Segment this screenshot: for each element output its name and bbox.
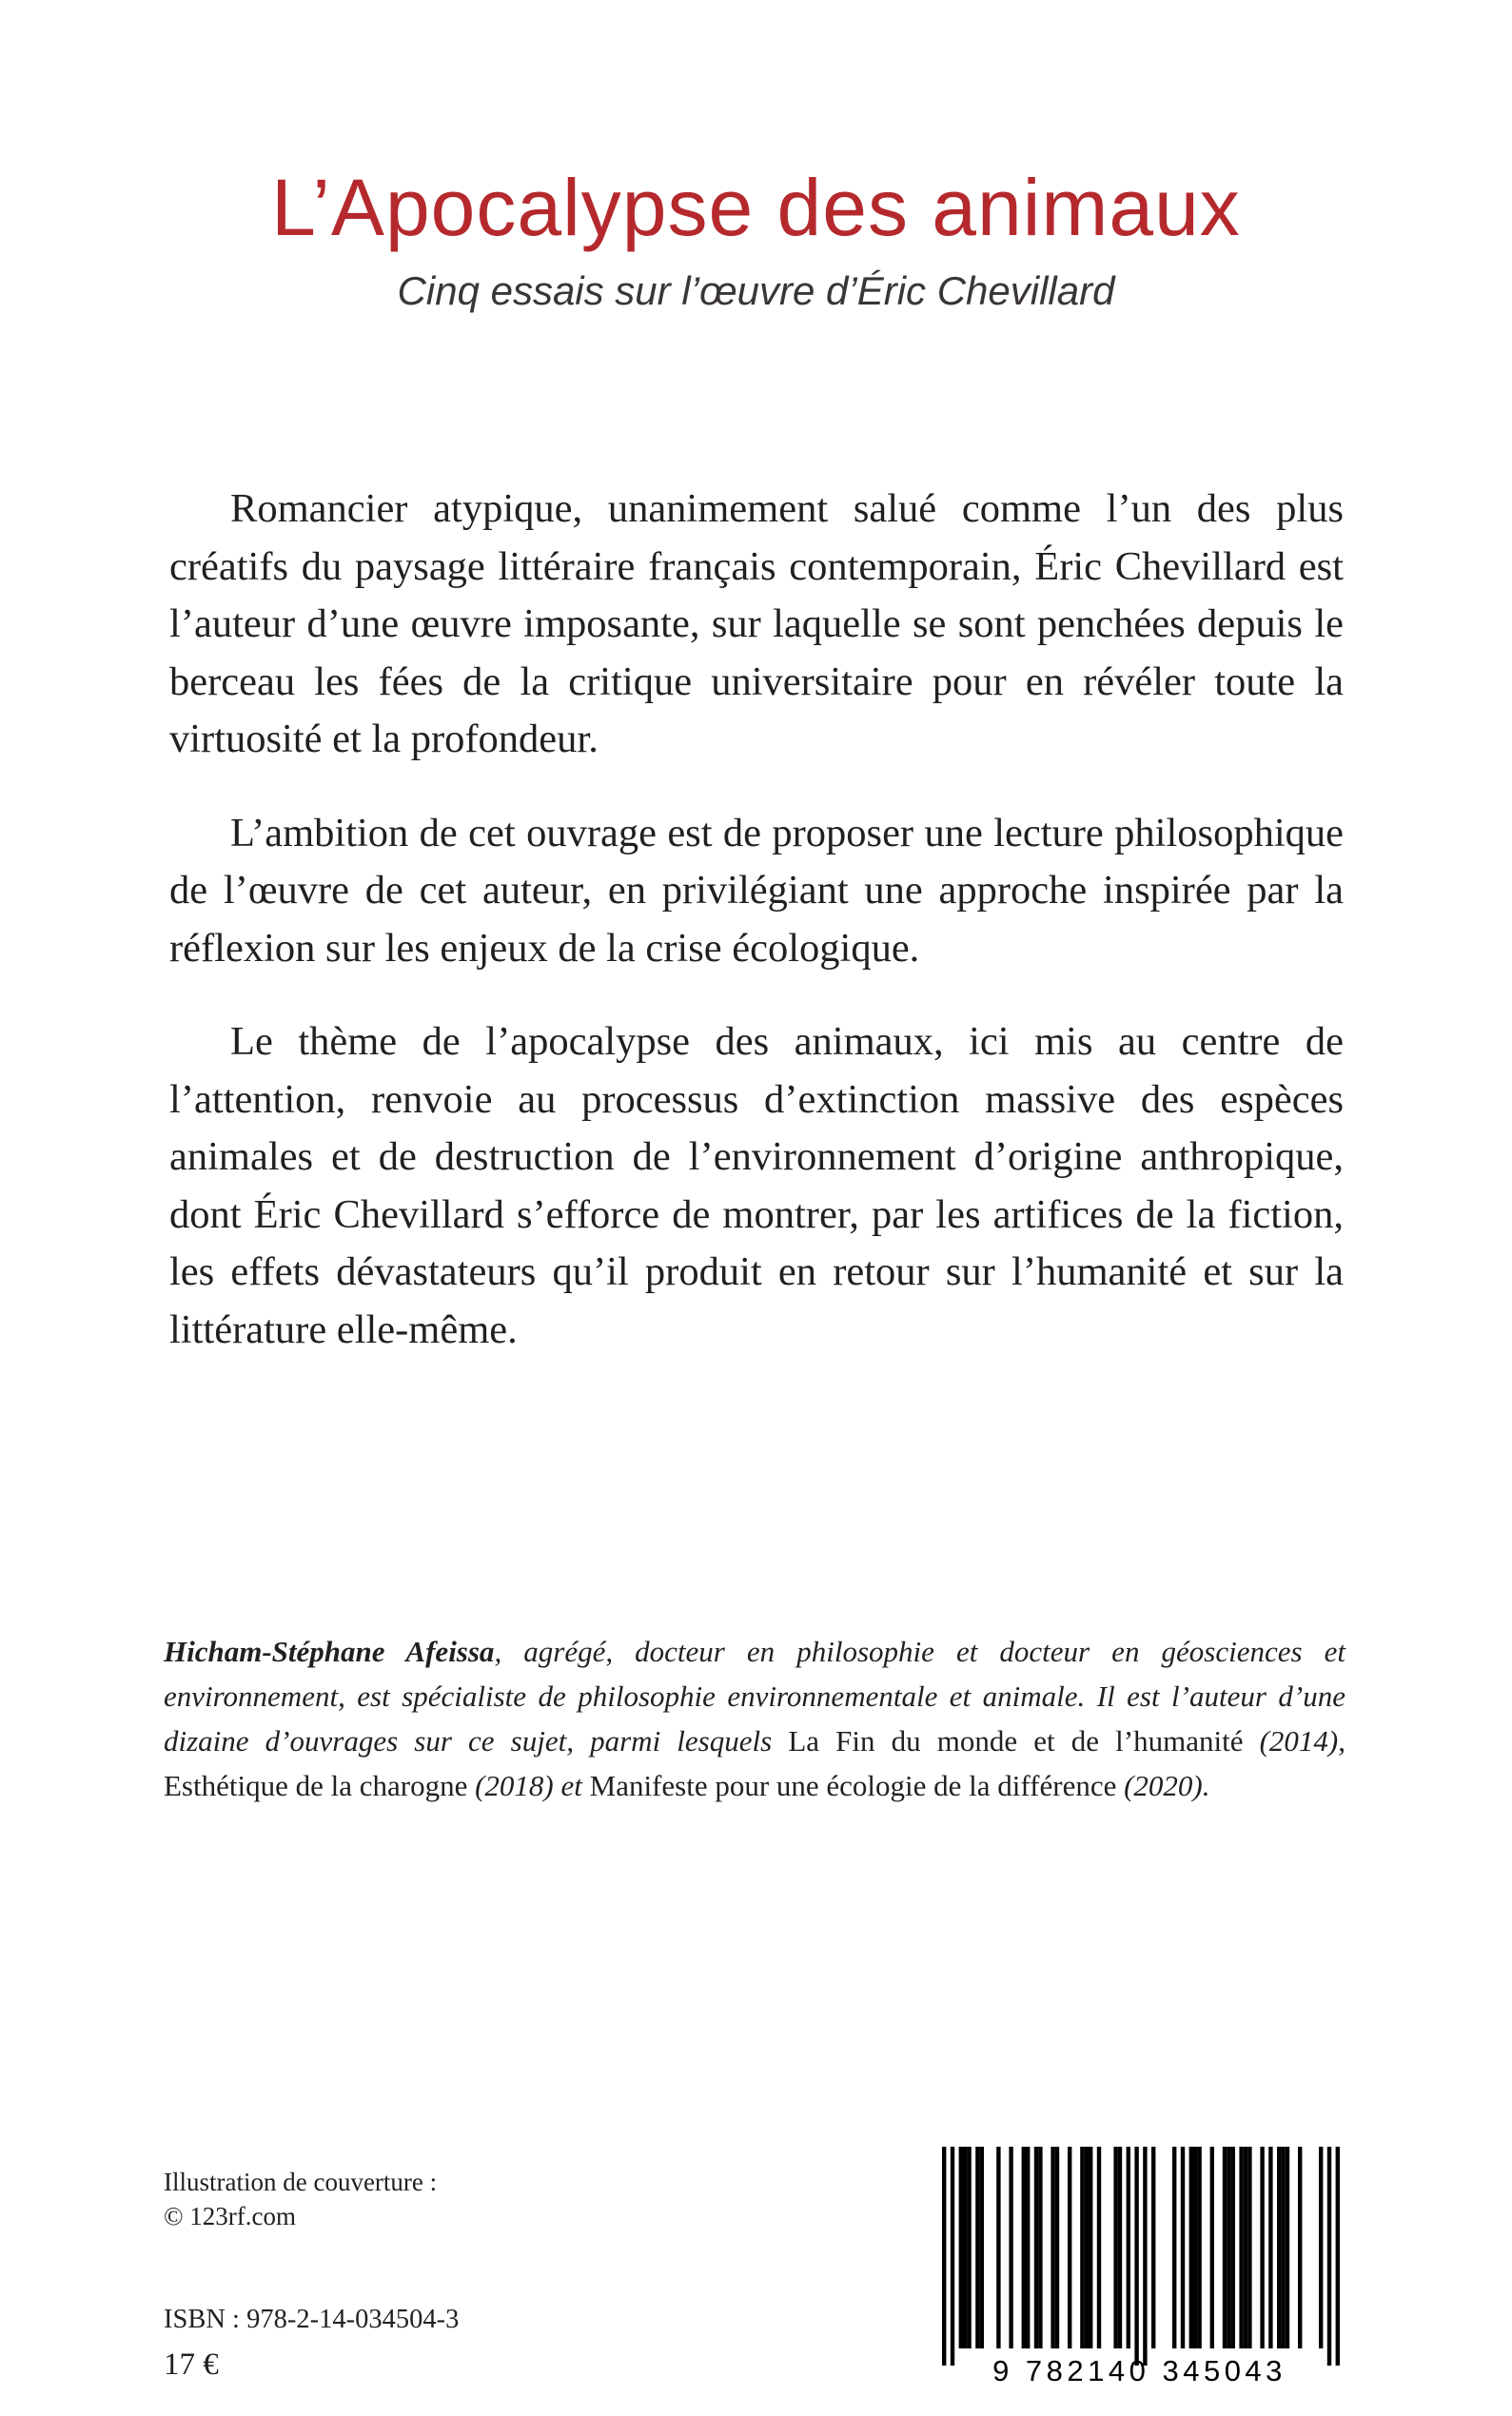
- barcode: [933, 2141, 1346, 2396]
- barcode-bar: [1239, 2147, 1243, 2348]
- blurb-paragraph-1: Romancier atypique, unanimement salué comme l’un des plus créatifs du paysage littéraire français contemporain, Éric Chevillard est l’auteur d’une œuvre imposante, sur laquelle se sont penchées depuis le berceau les fées de la critique universitaire pour en révéler toute la virtuosité et la profondeur.: [169, 486, 1344, 761]
- barcode-bar: [1009, 2147, 1012, 2348]
- barcode-bar: [1231, 2147, 1235, 2348]
- barcode-bar: [1189, 2147, 1193, 2348]
- barcode-bar: [959, 2147, 963, 2348]
- barcode-bar: [1197, 2147, 1201, 2348]
- blurb-paragraph-2: L’ambition de cet ouvrage est de proposer une lecture philosophique de l’œuvre de cet auteur, en privilégiant une approche inspirée par la réflexion sur les enjeux de la crise écologique.: [169, 810, 1344, 971]
- barcode-bar: [1327, 2147, 1331, 2366]
- barcode-bar: [1097, 2147, 1101, 2348]
- barcode-bar: [1127, 2147, 1130, 2348]
- credit-label: Illustration de couverture :: [164, 2168, 438, 2196]
- barcode-bar: [1286, 2147, 1289, 2348]
- barcode-bar: [963, 2147, 967, 2348]
- bio-text: , agrégé, docteur en philosophie et docteur en géosciences et environnement, est spécialiste de philosophie environnementale et animale. Il est l’auteur d’une dizaine d’ouvrages sur ce sujet, parmi lesquels: [164, 1635, 1345, 1758]
- price: 17 €: [164, 2347, 219, 2382]
- barcode-bar: [1319, 2147, 1323, 2348]
- barcode-bar: [1193, 2147, 1197, 2348]
- barcode-bar: [1143, 2147, 1147, 2366]
- barcode-bar: [1281, 2147, 1285, 2348]
- barcode-bar: [1118, 2147, 1122, 2348]
- barcode-bar: [1227, 2147, 1230, 2348]
- barcode-bar: [1038, 2147, 1042, 2348]
- barcode-bar: [1181, 2147, 1185, 2348]
- barcode-bar: [1172, 2147, 1176, 2348]
- barcode-bar: [1051, 2147, 1054, 2348]
- barcode-bar: [1277, 2147, 1281, 2348]
- barcode-bar: [942, 2147, 946, 2366]
- book-year-3: (2020).: [1116, 1769, 1210, 1802]
- barcode-bar: [1151, 2147, 1155, 2348]
- book-title-1: La Fin du monde et de l’humanité: [788, 1724, 1244, 1758]
- barcode-bar: [1026, 2147, 1030, 2348]
- author-bio: [164, 1629, 1345, 1808]
- barcode-bar: [967, 2147, 971, 2348]
- barcode-digits: 9 782140 345043: [992, 2354, 1286, 2387]
- barcode-bar: [1022, 2147, 1026, 2348]
- barcode-bar: [1268, 2147, 1272, 2348]
- barcode-bar: [980, 2147, 984, 2348]
- barcode-bar: [1055, 2147, 1059, 2348]
- barcode-bar: [1068, 2147, 1071, 2348]
- barcode-bar: [951, 2147, 954, 2366]
- barcode-bar: [1260, 2147, 1264, 2348]
- barcode-bar: [1134, 2147, 1138, 2366]
- book-title-2: Esthétique de la charogne: [164, 1769, 468, 1802]
- barcode-bar: [1113, 2147, 1117, 2348]
- barcode-bar: [1080, 2147, 1084, 2348]
- isbn: ISBN : 978-2-14-034504-3: [164, 2305, 460, 2334]
- book-title-3: Manifeste pour une écologie de la différence: [589, 1769, 1117, 1802]
- blurb-paragraph-3: Le thème de l’apocalypse des animaux, ici mis au centre de l’attention, renvoie au processus d’extinction massive des espèces animales et de destruction de l’environnement d’origine anthropique, dont Éric Chevillard s’efforce de montrer, par les artifices de la fiction, les effets dévastateurs qu’il produit en retour sur l’humanité et sur la littérature elle-même.: [169, 1019, 1344, 1352]
- barcode-bar: [1210, 2147, 1214, 2348]
- barcode-bar: [1085, 2147, 1089, 2348]
- illustration-credit: [164, 2165, 735, 2233]
- book-title: L’Apocalypse des animaux: [271, 163, 1241, 252]
- credit-value: © 123rf.com: [164, 2202, 296, 2230]
- book-year-2: (2018) et: [467, 1769, 590, 1802]
- barcode-bar: [1298, 2147, 1302, 2348]
- barcode-bar: [975, 2147, 979, 2348]
- barcode-bar: [1089, 2147, 1092, 2348]
- barcode-bar: [1336, 2147, 1340, 2366]
- back-cover-blurb: [169, 481, 1344, 1395]
- barcode-bar: [1034, 2147, 1038, 2348]
- barcode-bar: [1244, 2147, 1247, 2348]
- barcode-bar: [996, 2147, 1000, 2348]
- book-year-1: (2014),: [1243, 1724, 1345, 1758]
- book-subtitle: Cinq essais sur l’œuvre d’Éric Chevillard: [397, 268, 1115, 313]
- barcode-bar: [1247, 2147, 1251, 2348]
- barcode-bar: [1223, 2147, 1227, 2348]
- author-name: Hicham-Stéphane Afeissa: [164, 1635, 495, 1668]
